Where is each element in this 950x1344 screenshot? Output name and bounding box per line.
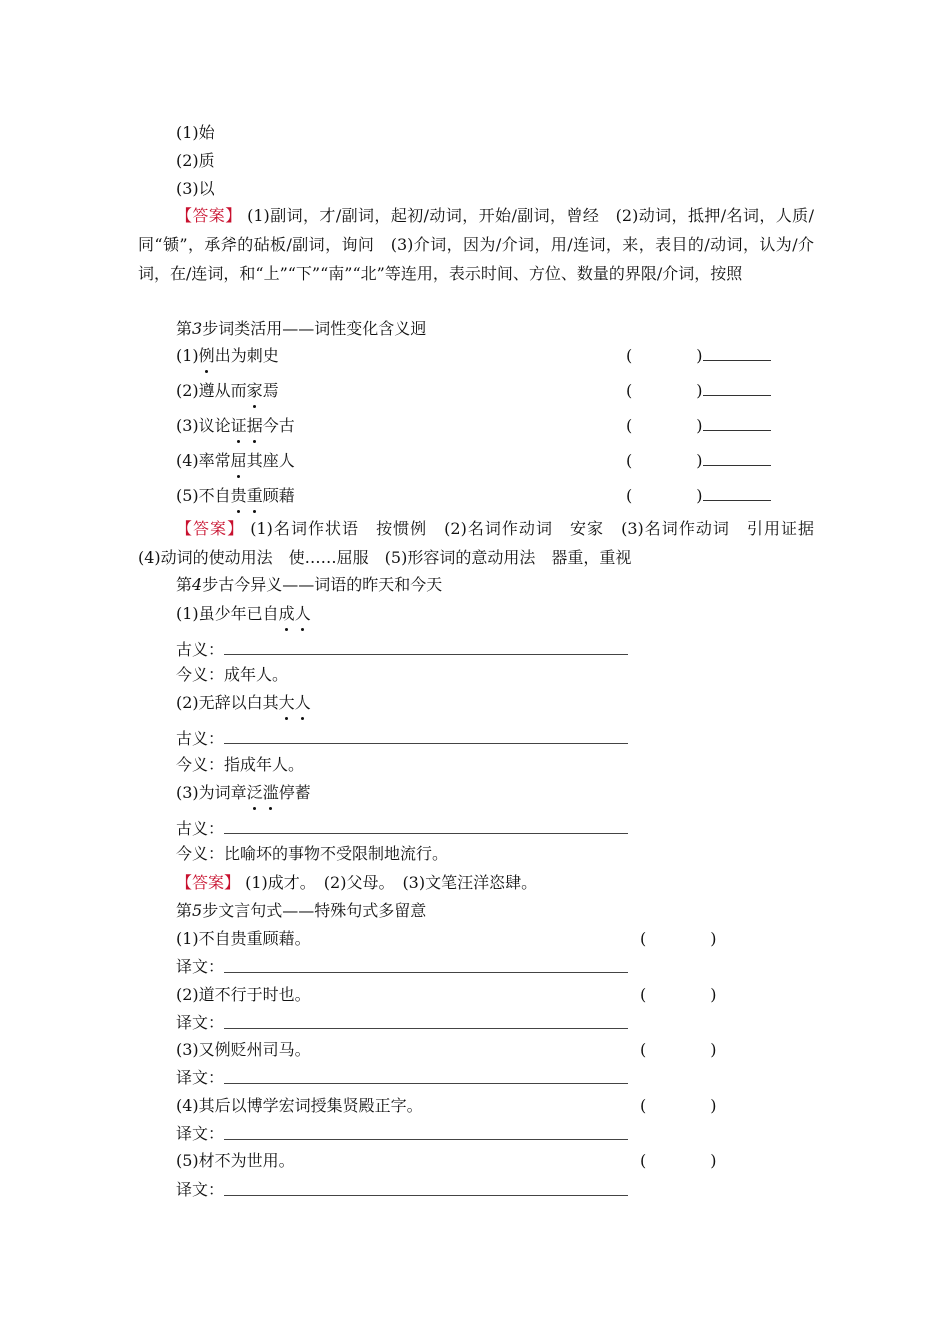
s5-item: (3)又例贬州司马。: [176, 1040, 311, 1059]
s2-item: (1)始: [176, 123, 215, 142]
gu-label: 古义：: [176, 640, 225, 659]
yi-label: 译文：: [176, 957, 225, 976]
s4-item: (2)无辞以白其大人: [176, 693, 311, 712]
answer-text: (1)名词作状语 按惯例 (2)名词作动词 安家 (3)名词作动词 引用证据 (4)动词的使动用法 使……屈服 (5)形容词的意动用法 器重，重视: [138, 519, 831, 567]
answer-line[interactable]: [224, 1139, 628, 1140]
gu-label: 古义：: [176, 819, 225, 838]
gu-label: 古义：: [176, 729, 225, 748]
answer-slot[interactable]: ( ): [626, 450, 771, 472]
s4-answer: [176, 872, 537, 894]
answer-line[interactable]: [224, 1195, 628, 1196]
answer-tag: 【答案】: [176, 519, 245, 538]
s2-item: (3)以: [176, 179, 215, 198]
yi-label: 译文：: [176, 1068, 225, 1087]
answer-line[interactable]: [224, 654, 628, 655]
answer-line[interactable]: [224, 743, 628, 744]
s3-item: (1)例出为刺史: [176, 346, 279, 365]
answer-text: (1)副词，才/副词，起初/动词，开始/副词，曾经 (2)动词，抵押/名词，人质/同“锧”，承斧的砧板/副词，询问 (3)介词，因为/介词，用/连词，来，表目的/动词，认为/介词，在/连词，和“上”“下”“南”“北”等连用，表示时间、方位、数量的界限/介词，按照: [138, 206, 814, 283]
jin-meaning: 今义：比喻坏的事物不受限制地流行。: [176, 844, 449, 863]
s5-item: (2)道不行于时也。: [176, 985, 311, 1004]
jin-meaning: 今义：指成年人。: [176, 755, 305, 774]
s2-item: (2)质: [176, 151, 215, 170]
answer-slot[interactable]: ( ): [640, 1151, 717, 1170]
s5-item: (5)材不为世用。: [176, 1151, 295, 1170]
answer-slot[interactable]: ( ): [640, 985, 717, 1004]
answer-slot[interactable]: ( ): [640, 1096, 717, 1115]
answer-line[interactable]: [224, 1083, 628, 1084]
jin-meaning: 今义：成年人。: [176, 665, 289, 684]
s4-item: (3)为词章泛滥停蓄: [176, 783, 311, 802]
yi-label: 译文：: [176, 1013, 225, 1032]
answer-line[interactable]: [224, 833, 628, 834]
s5-item: (1)不自贵重顾藉。: [176, 929, 311, 948]
answer-slot[interactable]: ( ): [626, 415, 771, 437]
answer-text: (1)成才。 (2)父母。 (3)文笔汪洋恣肆。: [245, 873, 538, 892]
answer-slot[interactable]: ( ): [626, 380, 771, 402]
answer-slot[interactable]: ( ): [640, 1040, 717, 1059]
s4-item: (1)虽少年已自成人: [176, 604, 311, 623]
answer-line[interactable]: [224, 1028, 628, 1029]
s3-heading: 第3步词类活用——词性变化含义迥: [176, 319, 427, 338]
answer-slot[interactable]: ( ): [640, 929, 717, 948]
s3-item: (4)率常屈其座人: [176, 451, 295, 470]
answer-slot[interactable]: ( ): [626, 345, 771, 367]
s5-item: (4)其后以博学宏词授集贤殿正字。: [176, 1096, 423, 1115]
answer-line[interactable]: [224, 972, 628, 973]
yi-label: 译文：: [176, 1124, 225, 1143]
s4-heading: 第4步古今异义——词语的昨天和今天: [176, 575, 443, 594]
s2-answer: [138, 201, 814, 288]
s3-answer: [138, 514, 831, 572]
s3-item: (2)遵从而家焉: [176, 381, 279, 400]
s5-heading: 第5步文言句式——特殊句式多留意: [176, 901, 427, 920]
s3-item: (3)议论证据今古: [176, 416, 295, 435]
yi-label: 译文：: [176, 1180, 225, 1199]
s3-item: (5)不自贵重顾藉: [176, 486, 295, 505]
answer-slot[interactable]: ( ): [626, 485, 771, 507]
answer-tag: 【答案】: [176, 873, 241, 892]
answer-tag: 【答案】: [176, 206, 242, 225]
